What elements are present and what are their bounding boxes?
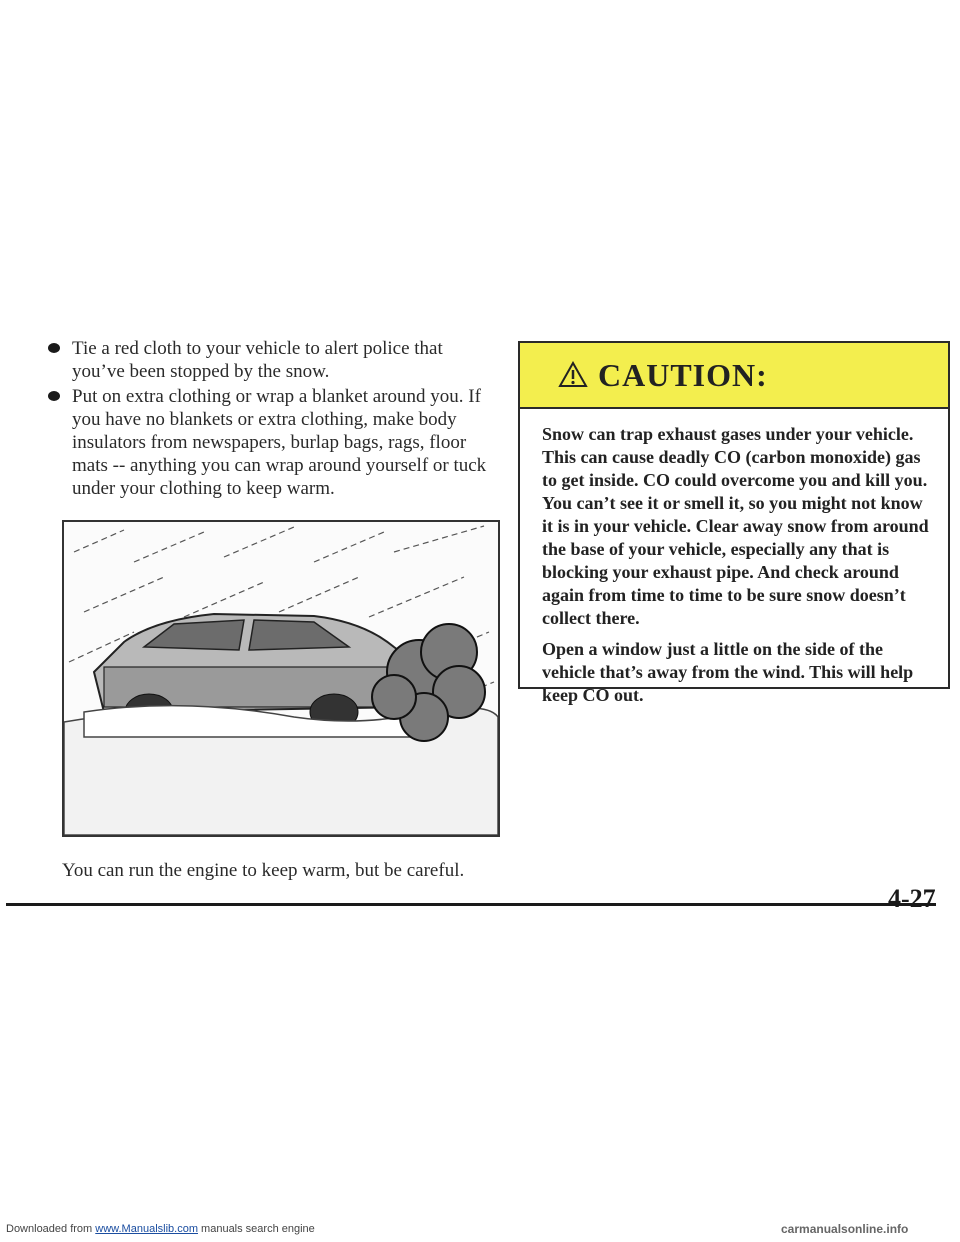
illustration-caption: You can run the engine to keep warm, but be careful. [62, 860, 465, 881]
caution-paragraph: Snow can trap exhaust gases under your vehicle. This can cause deadly CO (carbon monoxide) gas to get inside. CO could overcome you and kill you. You can’t see it or smell it, so you might not know it is in your vehicle. Clear away snow from around the base of your vehicle, especially any that is blocking your exhaust pipe. And check around again from time to time to be sure snow doesn’t collect there. [542, 424, 929, 628]
list-item [44, 385, 494, 500]
caution-body [542, 423, 930, 715]
caution-box [518, 341, 950, 705]
bullet-icon [48, 343, 60, 353]
list-item [44, 337, 494, 383]
warning-triangle-icon [558, 361, 588, 388]
bullet-text: Tie a red cloth to your vehicle to alert police that you’ve been stopped by the snow. [72, 338, 443, 382]
manualslib-link[interactable]: www.Manualslib.com [95, 1223, 198, 1235]
caution-paragraph: Open a window just a little on the side of the vehicle that’s away from the wind. This will help keep CO out. [542, 639, 914, 705]
bullet-list [44, 337, 494, 502]
footer-watermark: carmanualsonline.info [781, 1222, 909, 1236]
footer-suffix: manuals search engine [201, 1223, 315, 1235]
caution-title: CAUTION: [598, 357, 768, 393]
bullet-icon [48, 391, 60, 401]
caution-header [520, 343, 948, 409]
car-in-snow-image [64, 522, 498, 835]
bullet-text: Put on extra clothing or wrap a blanket around you. If you have no blankets or extra clothing, make body insulators from newspapers, burlap bags, rags, floor mats -- anything you can wrap around yourself or tuck under your clothing to keep warm. [72, 386, 487, 499]
footer-download-note [6, 1223, 315, 1235]
snowbound-car-illustration [62, 520, 500, 837]
footer-prefix: Downloaded from [6, 1223, 93, 1235]
page-divider [6, 903, 936, 906]
page-number: 4-27 [888, 884, 936, 913]
